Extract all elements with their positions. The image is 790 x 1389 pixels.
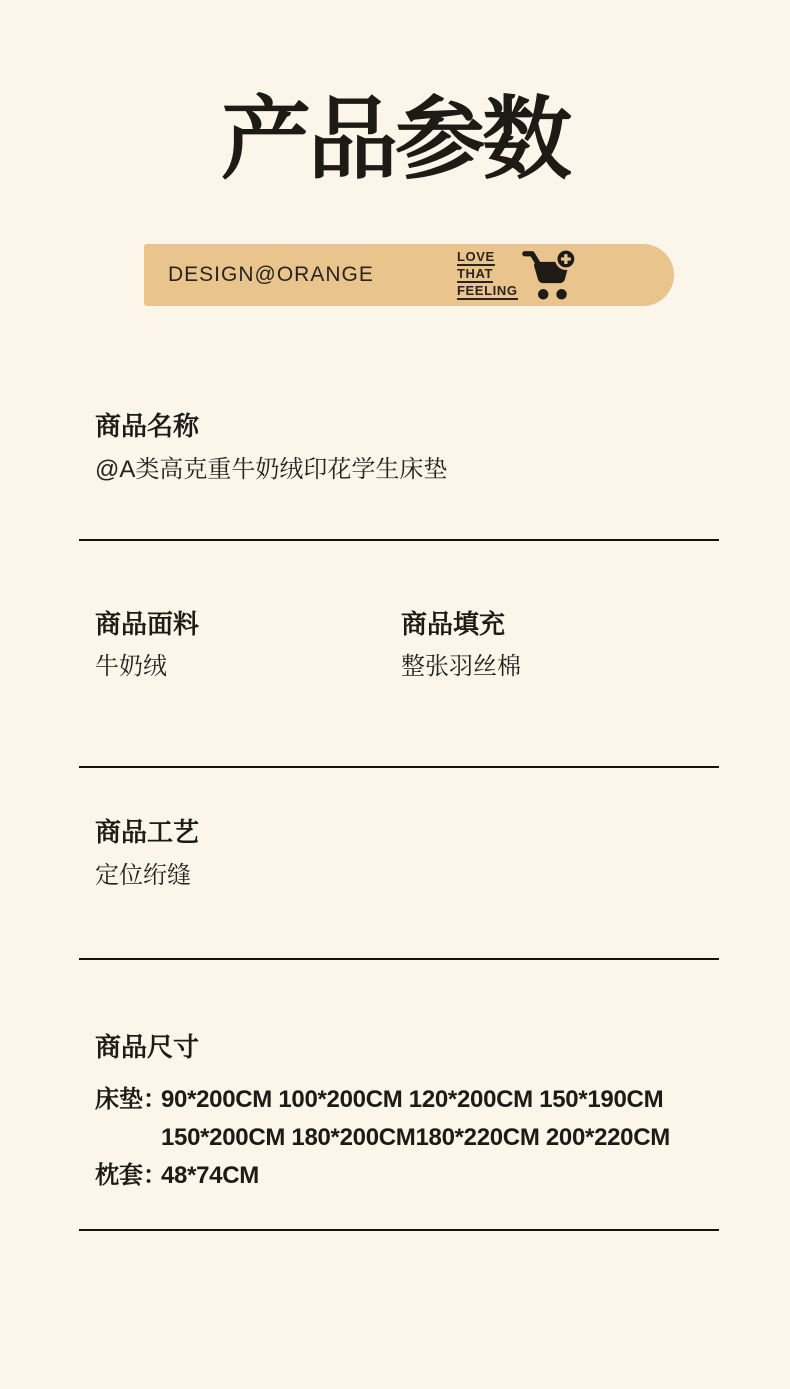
size-label [95,1119,161,1157]
size-row-mattress [95,1081,720,1119]
section-body-craft: 定位绗缝 [95,862,191,889]
section-body-fabric: 牛奶绒 [95,653,167,680]
divider [79,766,719,768]
size-label: 枕套： [95,1162,167,1189]
section-heading-product-name: 商品名称 [95,411,200,441]
section-heading-filling: 商品填充 [401,609,506,639]
section-heading-craft: 商品工艺 [95,817,200,847]
section-body-product-name: @A类高克重牛奶绒印花学生床垫 [95,456,448,483]
divider [79,1229,719,1231]
size-row-pillowcase [95,1157,720,1195]
slogan-line-love: LOVE [457,249,495,264]
divider [79,539,719,541]
size-table [95,1081,720,1195]
size-value: 90*200CM 100*200CM 120*200CM 150*190CM [161,1086,664,1113]
size-row-mattress-continued [95,1119,720,1157]
slogan-line-feeling: FEELING [457,283,518,298]
section-heading-size: 商品尺寸 [95,1032,200,1062]
slogan-line-that: THAT [457,266,494,281]
size-value: 150*200CM 180*200CM180*220CM 200*220CM [161,1124,670,1151]
slogan-text [457,250,518,300]
page-title: 产品参数 [221,90,569,190]
divider [79,958,719,960]
section-body-filling: 整张羽丝棉 [401,653,521,680]
size-value: 48*74CM [161,1162,259,1189]
brand-banner [144,244,674,306]
cart-plus-icon [521,247,577,301]
size-label: 床垫： [95,1086,167,1113]
section-heading-fabric: 商品面料 [95,609,200,639]
brand-name: DESIGN@ORANGE [168,263,374,286]
